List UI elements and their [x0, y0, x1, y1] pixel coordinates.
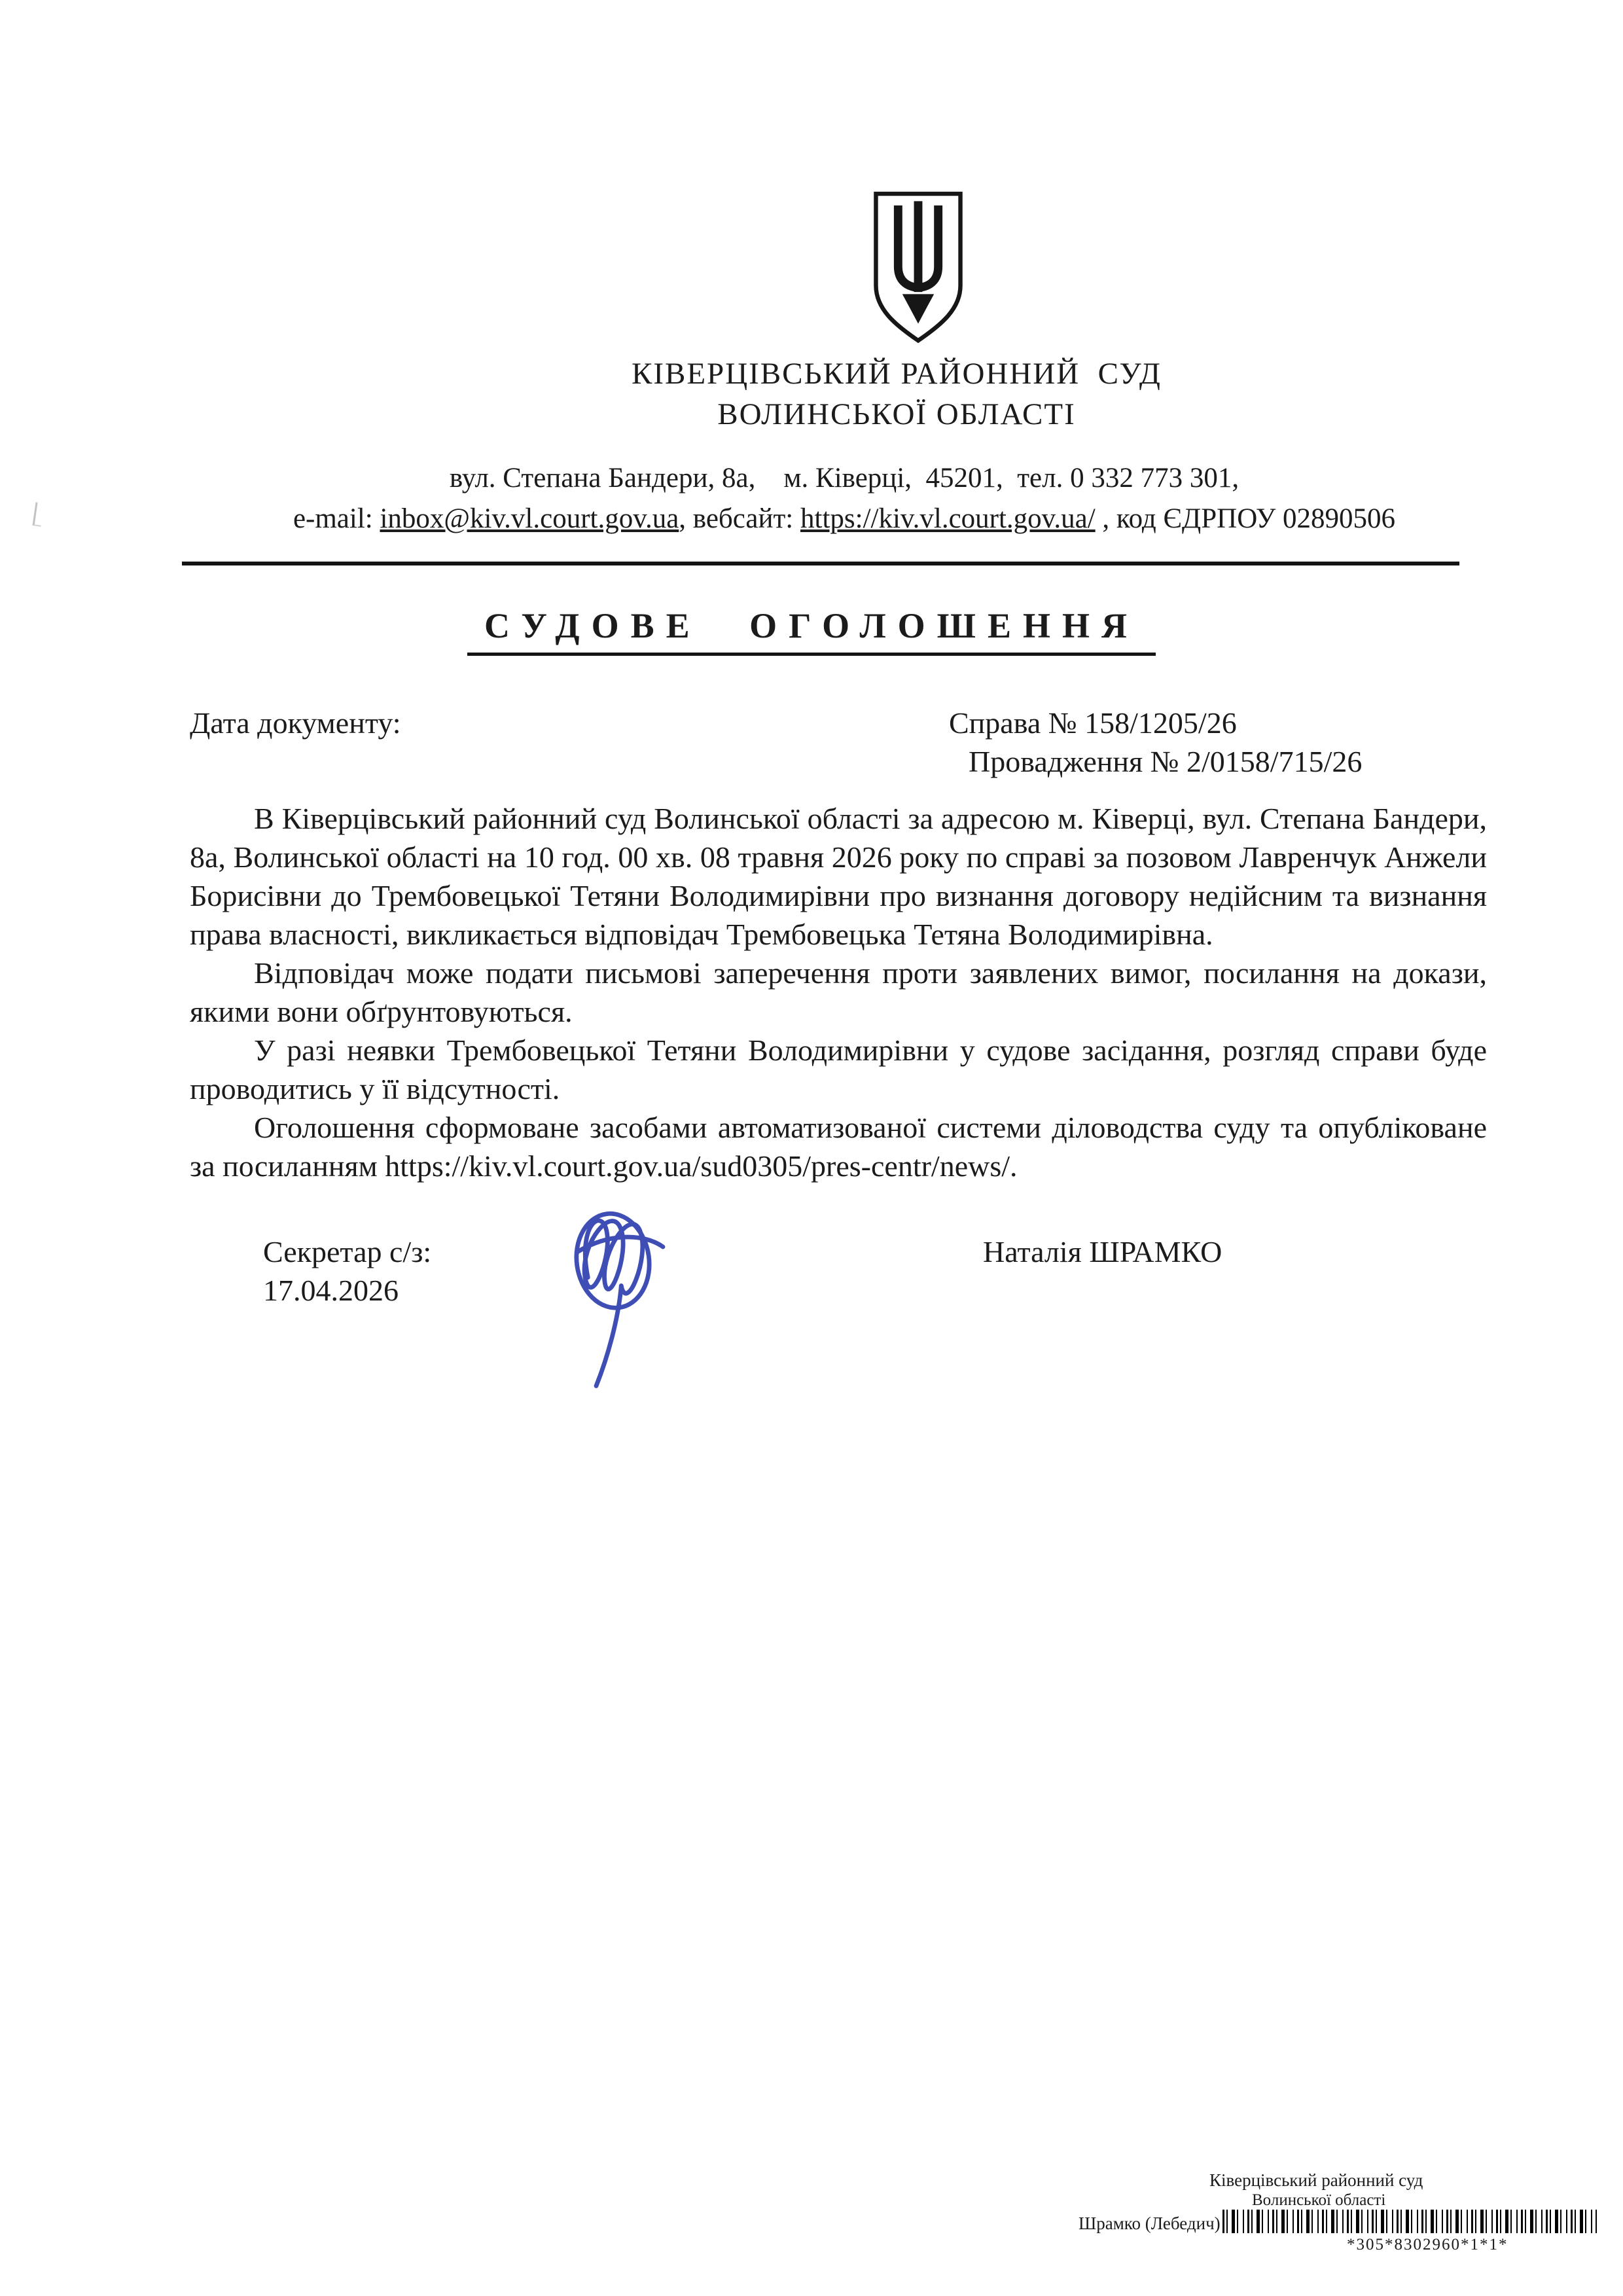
case-number: Справа № 158/1205/26: [949, 706, 1237, 740]
footer-court-line2: Волинської області: [1252, 2191, 1386, 2209]
court-address: вул. Степана Бандери, 8а, м. Ківерці, 45201, тел. 0 332 773 301,: [449, 463, 1240, 493]
website-link[interactable]: https://kiv.vl.court.gov.ua/: [800, 503, 1096, 534]
court-name-line2: ВОЛИНСЬКОЇ ОБЛАСТІ: [717, 397, 1076, 431]
court-name-line1: КІВЕРЦІВСЬКИЙ РАЙОННИЙ СУД: [632, 357, 1162, 391]
court-contact-block: [0, 458, 1623, 539]
secretary-name: Наталія ШРАМКО: [983, 1235, 1222, 1268]
footer-stamp: [1067, 2170, 1610, 2262]
proceeding-number: Провадження № 2/0158/715/26: [969, 745, 1363, 778]
case-block: [949, 704, 1362, 781]
body-paragraph: Оголошення сформоване засобами автоматизованої системи діловодства суду та опубліковане за посиланням https://kiv.vl.court.gov.ua/sud0305/pres-centr/news/.: [190, 1111, 1487, 1183]
document-body: [190, 704, 1487, 1390]
body-paragraph: Відповідач може подати письмові заперечення проти заявлених вимог, посилання на докази, якими вони обґрунтовуються.: [190, 956, 1487, 1028]
signature-row: [190, 1232, 1487, 1390]
email-label: e-mail:: [293, 503, 380, 534]
secretary-label: Секретар с/з:: [263, 1235, 432, 1268]
court-contact-line: [65, 499, 1623, 539]
barcode-text: *305*8302960*1*1*: [1347, 2236, 1508, 2253]
document-date-label: Дата документу:: [190, 706, 401, 740]
title-row: [0, 605, 1623, 656]
website-label: , вебсайт:: [679, 503, 800, 534]
meta-row: [190, 704, 1487, 799]
email-link[interactable]: inbox@kiv.vl.court.gov.ua: [380, 503, 679, 534]
document-barcode-icon: [1222, 2210, 1597, 2233]
page-title: СУДОВЕ ОГОЛОШЕННЯ: [467, 605, 1156, 656]
footer-court-line1: Ківерцівський районний суд: [1209, 2170, 1423, 2190]
document-date: 17.04.2026: [263, 1274, 399, 1307]
edrpou-code: , код ЄДРПОУ 02890506: [1095, 503, 1396, 534]
court-name: [0, 353, 1623, 435]
secretary-block: [263, 1232, 431, 1310]
footer-signer: Шрамко (Лебедич): [1079, 2214, 1221, 2233]
handwritten-signature-icon: [530, 1180, 707, 1403]
header-divider: [182, 562, 1459, 565]
body-paragraph: У разі неявки Трембовецької Тетяни Володимирівни у судове засідання, розгляд справи буде проводитись у її відсутності.: [190, 1033, 1487, 1105]
body-paragraph: В Ківерцівський районний суд Волинської області за адресою м. Ківерці, вул. Степана Бандери, 8а, Волинської області на 10 год. 00 хв. 08 травня 2026 року по справі за позовом Лавренчук Анжели Борисівни до Трембовецької Тетяни Володимирівни про визнання договору недійсним та визнання права власності, викликається відповідач Трембовецька Тетяна Володимирівна.: [190, 802, 1487, 951]
ukraine-trident-emblem-icon: [863, 188, 974, 347]
